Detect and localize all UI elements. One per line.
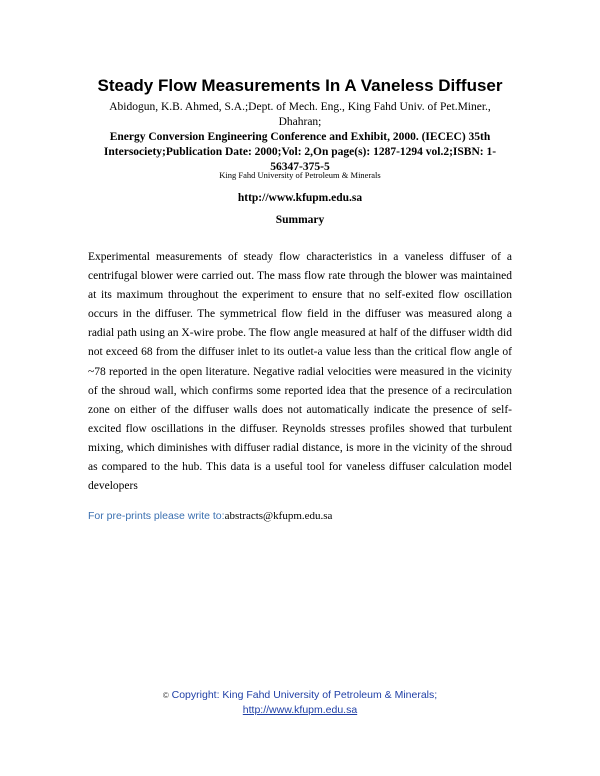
website-link[interactable]: http://www.kfupm.edu.sa xyxy=(237,192,363,204)
abstract-text: Experimental measurements of steady flow characteristics in a vaneless diffuser of a centrifugal blower were carried out. The mass flow rate through the blower was maintained at its maximum throughout the experiment to ensure that no self-exited flow oscillation occurs in the diffuser. The symmetrical flow field in the diffuser was measured along a radial path using an X-wire probe. The flow angle measured at half of the diffuser width did not exceed 68 from the diffuser inlet to its outlet-a value less than the critical flow angle of ~78 reported in the open literature. Negative radial velocities were measured in the vicinity of the shroud wall, which confirms some reported idea that the presence of a recirculation zone on either of the diffuser walls does not automatically indicate the presence of self-excited flow oscillations in the diffuser. Reynolds stresses profiles showed that turbulent mixing, which diminishes with diffuser radial distance, is more in the vicinity of the shroud as compared to the hub. This data is a useful tool for vaneless diffuser calculation model developers xyxy=(88,251,512,493)
footer-link[interactable]: http://www.kfupm.edu.sa xyxy=(242,704,358,716)
footer-copyright xyxy=(0,688,600,703)
copyright-text: Copyright: King Fahd University of Petroleum & Minerals; xyxy=(168,689,438,701)
paper-title: Steady Flow Measurements In A Vaneless Diffuser xyxy=(97,76,503,95)
preprint-label: For pre-prints please write to: xyxy=(88,510,225,522)
footer xyxy=(0,688,600,718)
summary-heading: Summary xyxy=(275,214,325,226)
preprint-email[interactable]: abstracts@kfupm.edu.sa xyxy=(224,510,333,522)
authors: Abidogun, K.B. Ahmed, S.A.;Dept. of Mech. Eng., King Fahd Univ. of Pet.Miner., Dhahran; xyxy=(109,101,491,128)
preprint-note xyxy=(88,510,332,522)
copyright-symbol: © xyxy=(162,691,169,700)
university: King Fahd University of Petroleum & Minerals xyxy=(219,170,381,180)
conference-info: Energy Conversion Engineering Conference and Exhibit, 2000. (IECEC) 35th Intersociety;Publication Date: 2000;Vol: 2,On page(s): 1287-1294 vol.2;ISBN: 1-56347-375-5 xyxy=(103,131,497,173)
